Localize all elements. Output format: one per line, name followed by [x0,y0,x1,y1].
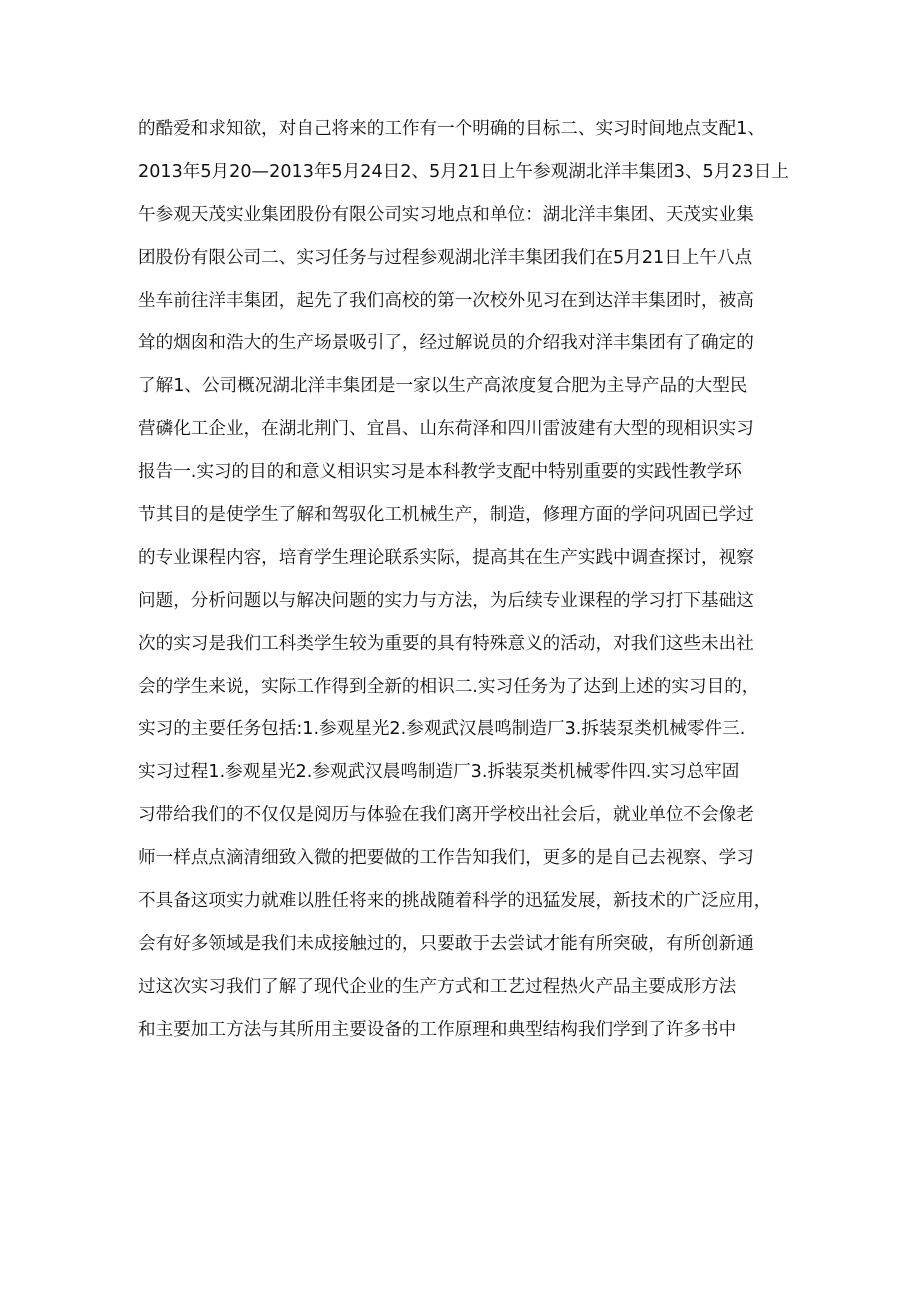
text-line-5: 坐车前往洋丰集团，起先了我们高校的第一次校外见习在到达洋丰集团时，被高 [138,290,754,311]
text-line-3: 午参观天茂实业集团股份有限公司实习地点和单位：湖北洋丰集团、天茂实业集 [138,204,754,225]
text-line-19: 不具备这项实力就难以胜任将来的挑战随着科学的迅猛发展，新技术的广泛应用， [138,891,772,912]
text-line-11: 的专业课程内容，培育学生理论联系实际，提高其在生产实践中调查探讨，视察 [138,547,754,568]
text-line-9: 报告一.实习的目的和意义相识实习是本科教学支配中特别重要的实践性教学环 [138,462,742,483]
text-line-13: 次的实习是我们工科类学生较为重要的具有特殊意义的活动，对我们这些未出社 [138,633,754,654]
text-line-2: 2013年5月20—2013年5月24日2、5月21日上午参观湖北洋丰集团3、5月23日上 [138,161,789,182]
text-line-22: 和主要加工方法与其所用主要设备的工作原理和典型结构我们学到了许多书中 [138,1019,737,1040]
text-line-6: 耸的烟囱和浩大的生产场景吸引了，经过解说员的介绍我对洋丰集团有了确定的 [138,333,754,354]
text-line-20: 会有好多领域是我们未成接触过的，只要敢于去尝试才能有所突破，有所创新通 [138,933,754,954]
text-line-21: 过这次实习我们了解了现代企业的生产方式和工艺过程热火产品主要成形方法 [138,976,737,997]
text-line-18: 师一样点点滴清细致入微的把要做的工作告知我们，更多的是自己去视察、学习 [138,848,754,869]
text-line-12: 问题，分析问题以与解决问题的实力与方法，为后续专业课程的学习打下基础这 [138,590,754,611]
text-line-7: 了解1、公司概况湖北洋丰集团是一家以生产高浓度复合肥为主导产品的大型民 [138,376,748,397]
text-line-16: 实习过程1.参观星光2.参观武汉晨鸣制造厂3.拆装泵类机械零件四.实习总牢固 [138,762,740,783]
text-line-14: 会的学生来说，实际工作得到全新的相识二.实习任务为了达到上述的实习目的， [138,676,760,697]
text-line-8: 营磷化工企业，在湖北荆门、宜昌、山东荷泽和四川雷波建有大型的现相识实习 [138,419,754,440]
text-line-10: 节其目的是使学生了解和驾驭化工机械生产，制造，修理方面的学问巩固已学过 [138,505,754,526]
text-line-15: 实习的主要任务包括:1.参观星光2.参观武汉晨鸣制造厂3.拆装泵类机械零件三. [138,719,746,740]
body-text [138,108,798,1052]
text-line-1: 的酷爱和求知欲，对自己将来的工作有一个明确的目标二、实习时间地点支配1、 [138,119,765,139]
text-line-17: 习带给我们的不仅仅是阅历与体验在我们离开学校出社会后，就业单位不会像老 [138,805,754,826]
text-line-4: 团股份有限公司二、实习任务与过程参观湖北洋丰集团我们在5月21日上午八点 [138,247,753,268]
